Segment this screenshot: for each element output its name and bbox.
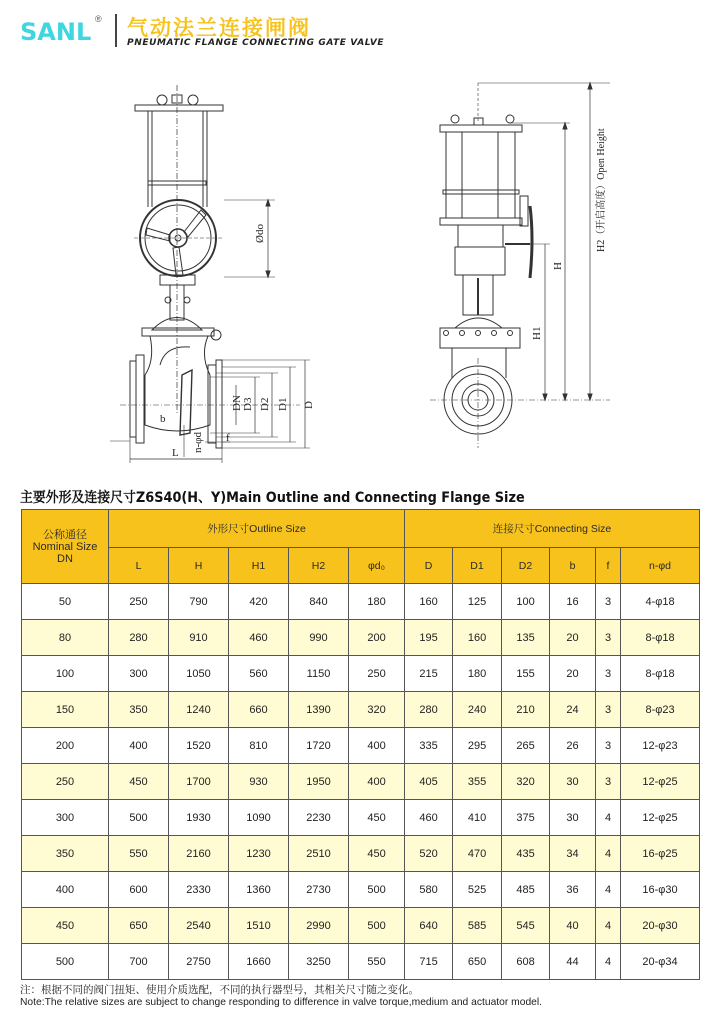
table-cell: 990 <box>289 620 349 656</box>
table-cell: 650 <box>109 908 169 944</box>
table-cell: 1520 <box>169 728 229 764</box>
svg-text:b: b <box>160 413 166 425</box>
table-cell: 2730 <box>289 872 349 908</box>
svg-text:H2（开启高度）Open Height: H2（开启高度）Open Height <box>596 128 607 252</box>
table-cell: 180 <box>453 656 502 692</box>
brand-header <box>0 0 710 60</box>
table-cell: 40 <box>550 908 596 944</box>
table-cell: 520 <box>405 836 453 872</box>
svg-text:D3: D3 <box>242 397 254 411</box>
table-row <box>22 836 700 872</box>
table-cell: 608 <box>502 944 550 980</box>
table-cell: 30 <box>550 800 596 836</box>
dimension-table <box>21 509 700 980</box>
table-cell: 640 <box>405 908 453 944</box>
table-cell: 295 <box>453 728 502 764</box>
header-nominal-size: 公称通径 Nominal Size DN <box>22 510 109 584</box>
table-cell: 460 <box>405 800 453 836</box>
table-cell: 1510 <box>229 908 289 944</box>
table-cell: 320 <box>502 764 550 800</box>
table-row <box>22 620 700 656</box>
table-cell: 1240 <box>169 692 229 728</box>
table-section-title: 主要外形及连接尺寸Z6S40(H、Y)Main Outline and Connecting Flange Size <box>20 490 525 506</box>
table-cell: 16-φ25 <box>621 836 700 872</box>
table-cell: 210 <box>502 692 550 728</box>
table-cell: 50 <box>22 584 109 620</box>
table-cell: 250 <box>22 764 109 800</box>
col-D2: D2 <box>502 548 550 584</box>
table-cell: 650 <box>453 944 502 980</box>
table-cell: 470 <box>453 836 502 872</box>
note-en: Note:The relative sizes are subject to change responding to difference in valve torque,medium and actuator model. <box>20 996 543 1008</box>
table-row <box>22 692 700 728</box>
table-cell: 550 <box>349 944 405 980</box>
table-cell: 810 <box>229 728 289 764</box>
table-cell: 1930 <box>169 800 229 836</box>
col-D1: D1 <box>453 548 502 584</box>
registered-mark: ® <box>95 14 102 24</box>
table-cell: 1950 <box>289 764 349 800</box>
col-phi-do: φd₀ <box>349 548 405 584</box>
table-cell: 450 <box>109 764 169 800</box>
table-row <box>22 800 700 836</box>
table-cell: 320 <box>349 692 405 728</box>
brand-logo: SANL <box>20 18 92 46</box>
table-row <box>22 908 700 944</box>
table-cell: 1720 <box>289 728 349 764</box>
svg-text:H: H <box>552 262 564 270</box>
table-cell: 20 <box>550 620 596 656</box>
table-cell: 26 <box>550 728 596 764</box>
table-cell: 280 <box>405 692 453 728</box>
table-cell: 125 <box>453 584 502 620</box>
table-cell: 16 <box>550 584 596 620</box>
table-cell: 36 <box>550 872 596 908</box>
table-cell: 2160 <box>169 836 229 872</box>
table-cell: 100 <box>502 584 550 620</box>
col-H2: H2 <box>289 548 349 584</box>
col-L: L <box>109 548 169 584</box>
table-cell: 560 <box>229 656 289 692</box>
table-cell: 600 <box>109 872 169 908</box>
table-cell: 200 <box>349 620 405 656</box>
table-cell: 450 <box>22 908 109 944</box>
table-cell: 2510 <box>289 836 349 872</box>
table-cell: 3 <box>596 584 621 620</box>
table-cell: 410 <box>453 800 502 836</box>
table-cell: 20-φ30 <box>621 908 700 944</box>
table-cell: 500 <box>22 944 109 980</box>
col-n-phi-d: n-φd <box>621 548 700 584</box>
front-view-drawing <box>100 85 340 470</box>
table-cell: 3 <box>596 656 621 692</box>
table-cell: 8-φ23 <box>621 692 700 728</box>
table-row <box>22 764 700 800</box>
table-cell: 420 <box>229 584 289 620</box>
table-cell: 350 <box>109 692 169 728</box>
table-cell: 8-φ18 <box>621 656 700 692</box>
header-divider <box>115 14 117 47</box>
table-cell: 150 <box>22 692 109 728</box>
table-cell: 405 <box>405 764 453 800</box>
col-D: D <box>405 548 453 584</box>
table-cell: 1090 <box>229 800 289 836</box>
table-cell: 160 <box>405 584 453 620</box>
table-cell: 135 <box>502 620 550 656</box>
table-cell: 460 <box>229 620 289 656</box>
label-do: Ødo <box>254 224 266 243</box>
svg-text:f: f <box>226 432 230 444</box>
table-cell: 400 <box>349 728 405 764</box>
table-row <box>22 872 700 908</box>
svg-text:D: D <box>303 401 315 409</box>
table-cell: 34 <box>550 836 596 872</box>
header-connecting-size: 连接尺寸Connecting Size <box>405 510 700 548</box>
svg-text:DN: DN <box>231 395 243 411</box>
table-cell: 2990 <box>289 908 349 944</box>
table-cell: 44 <box>550 944 596 980</box>
table-cell: 1360 <box>229 872 289 908</box>
table-cell: 16-φ30 <box>621 872 700 908</box>
table-cell: 700 <box>109 944 169 980</box>
note-cn: 注：根据不同的阀门扭矩、使用介质选配，不同的执行器型号，其相关尺寸随之变化。 <box>20 984 419 996</box>
table-cell: 12-φ23 <box>621 728 700 764</box>
table-cell: 20-φ34 <box>621 944 700 980</box>
table-cell: 350 <box>22 836 109 872</box>
svg-text:H1: H1 <box>531 326 543 340</box>
table-cell: 250 <box>109 584 169 620</box>
product-title-en: PNEUMATIC FLANGE CONNECTING GATE VALVE <box>127 38 385 48</box>
table-cell: 215 <box>405 656 453 692</box>
table-cell: 240 <box>453 692 502 728</box>
table-cell: 355 <box>453 764 502 800</box>
svg-text:D2: D2 <box>259 397 271 411</box>
table-cell: 840 <box>289 584 349 620</box>
table-cell: 80 <box>22 620 109 656</box>
table-cell: 2230 <box>289 800 349 836</box>
table-row <box>22 656 700 692</box>
table-cell: 3 <box>596 764 621 800</box>
table-cell: 155 <box>502 656 550 692</box>
table-cell: 1050 <box>169 656 229 692</box>
table-cell: 1230 <box>229 836 289 872</box>
table-cell: 450 <box>349 800 405 836</box>
table-cell: 500 <box>109 800 169 836</box>
table-cell: 2330 <box>169 872 229 908</box>
table-cell: 585 <box>453 908 502 944</box>
table-cell: 280 <box>109 620 169 656</box>
side-view-drawing <box>430 78 650 478</box>
table-cell: 4 <box>596 800 621 836</box>
table-cell: 485 <box>502 872 550 908</box>
table-row <box>22 584 700 620</box>
table-cell: 580 <box>405 872 453 908</box>
table-cell: 4-φ18 <box>621 584 700 620</box>
table-cell: 4 <box>596 872 621 908</box>
table-cell: 1700 <box>169 764 229 800</box>
table-cell: 250 <box>349 656 405 692</box>
table-cell: 2750 <box>169 944 229 980</box>
table-cell: 335 <box>405 728 453 764</box>
table-cell: 525 <box>453 872 502 908</box>
table-cell: 20 <box>550 656 596 692</box>
header-outline-size: 外形尺寸Outline Size <box>109 510 405 548</box>
table-cell: 3 <box>596 728 621 764</box>
svg-text:L: L <box>172 447 179 459</box>
table-cell: 160 <box>453 620 502 656</box>
table-cell: 715 <box>405 944 453 980</box>
table-cell: 500 <box>349 908 405 944</box>
table-cell: 1660 <box>229 944 289 980</box>
table-cell: 180 <box>349 584 405 620</box>
table-cell: 195 <box>405 620 453 656</box>
table-cell: 400 <box>349 764 405 800</box>
table-cell: 300 <box>22 800 109 836</box>
table-row <box>22 944 700 980</box>
table-cell: 12-φ25 <box>621 800 700 836</box>
table-row <box>22 728 700 764</box>
table-cell: 4 <box>596 836 621 872</box>
table-cell: 450 <box>349 836 405 872</box>
table-cell: 375 <box>502 800 550 836</box>
table-cell: 1390 <box>289 692 349 728</box>
svg-text:D1: D1 <box>277 397 289 411</box>
table-cell: 3250 <box>289 944 349 980</box>
product-title-cn: 气动法兰连接闸阀 <box>127 16 311 40</box>
table-cell: 500 <box>349 872 405 908</box>
table-cell: 2540 <box>169 908 229 944</box>
table-cell: 8-φ18 <box>621 620 700 656</box>
table-cell: 400 <box>109 728 169 764</box>
col-b: b <box>550 548 596 584</box>
table-cell: 1150 <box>289 656 349 692</box>
col-H1: H1 <box>229 548 289 584</box>
table-cell: 3 <box>596 620 621 656</box>
table-cell: 4 <box>596 944 621 980</box>
table-cell: 930 <box>229 764 289 800</box>
table-cell: 550 <box>109 836 169 872</box>
table-cell: 265 <box>502 728 550 764</box>
table-cell: 400 <box>22 872 109 908</box>
table-cell: 100 <box>22 656 109 692</box>
col-H: H <box>169 548 229 584</box>
table-cell: 12-φ25 <box>621 764 700 800</box>
table-cell: 660 <box>229 692 289 728</box>
table-cell: 790 <box>169 584 229 620</box>
table-cell: 3 <box>596 692 621 728</box>
table-cell: 30 <box>550 764 596 800</box>
table-cell: 435 <box>502 836 550 872</box>
table-cell: 910 <box>169 620 229 656</box>
table-cell: 300 <box>109 656 169 692</box>
table-cell: 24 <box>550 692 596 728</box>
table-cell: 4 <box>596 908 621 944</box>
table-cell: 200 <box>22 728 109 764</box>
table-cell: 545 <box>502 908 550 944</box>
svg-text:n-φd: n-φd <box>192 431 204 453</box>
col-f: f <box>596 548 621 584</box>
